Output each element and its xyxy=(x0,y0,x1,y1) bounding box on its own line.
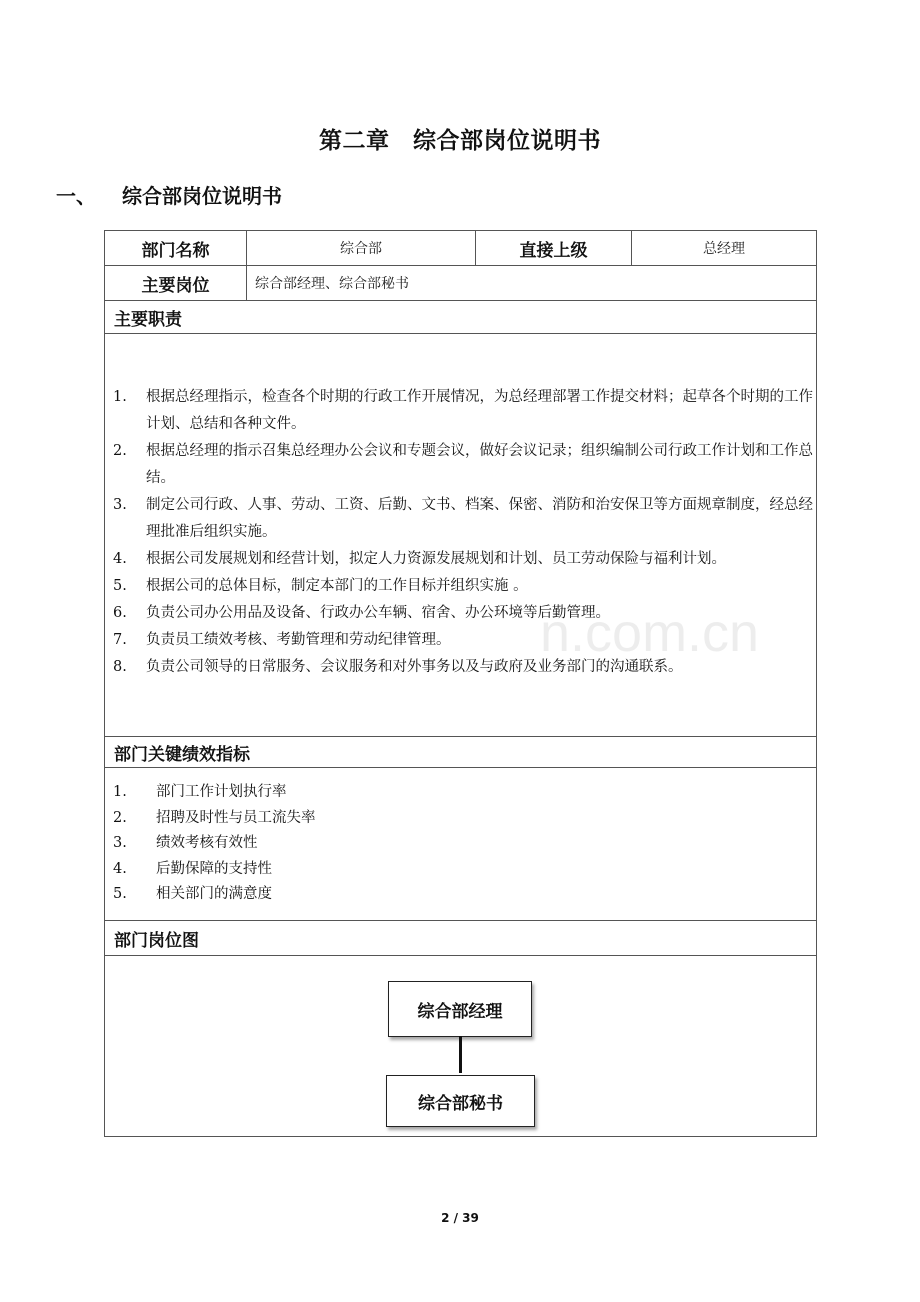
list-item-text: 负责员工绩效考核、考勤管理和劳动纪律管理。 xyxy=(146,632,451,648)
kpi-item xyxy=(113,806,816,832)
kpi-item xyxy=(113,780,816,806)
list-item-number: 2. xyxy=(113,443,127,459)
duties-list xyxy=(105,334,816,681)
superior-label: 直接上级 xyxy=(476,231,632,266)
org-connector-line xyxy=(459,1036,462,1073)
duties-cell xyxy=(105,334,817,737)
watermark: n.com.cn xyxy=(540,603,760,663)
list-item-text: 部门工作计划执行率 xyxy=(156,784,287,800)
kpi-cell xyxy=(105,768,817,921)
section-title: 综合部岗位说明书 xyxy=(122,184,282,208)
list-item-number: 6. xyxy=(113,605,127,621)
kpi-list xyxy=(105,768,816,908)
dept-name-label: 部门名称 xyxy=(105,231,247,266)
list-item-text: 招聘及时性与员工流失率 xyxy=(156,809,316,826)
job-description-table xyxy=(104,230,817,1137)
duty-item xyxy=(113,492,814,546)
list-item-text: 制定公司行政、人事、劳动、工资、后勤、文书、档案、保密、消防和治安保卫等方面规章制度，经总经理批准后组织实施。 xyxy=(146,497,813,540)
duty-item xyxy=(113,600,814,627)
org-chart xyxy=(105,956,816,1136)
kpi-header-row xyxy=(105,737,817,768)
duties-row xyxy=(105,334,817,737)
section-number: 一、 xyxy=(56,184,96,208)
list-item-text: 根据公司发展规划和经营计划，拟定人力资源发展规划和计划、员工劳动保险与福利计划。 xyxy=(146,551,726,567)
list-item-text: 根据总经理的指示召集总经理办公会议和专题会议，做好会议记录；组织编制公司行政工作计划和工作总结。 xyxy=(146,443,813,486)
dept-row xyxy=(105,231,817,266)
org-header: 部门岗位图 xyxy=(105,921,817,956)
duty-item xyxy=(113,627,814,654)
duty-item xyxy=(113,546,814,573)
list-item-number: 7. xyxy=(113,632,127,648)
duty-item xyxy=(113,654,814,681)
list-item-text: 负责公司办公用品及设备、行政办公车辆、宿舍、办公环境等后勤管理。 xyxy=(146,605,610,621)
list-item-number: 1. xyxy=(113,784,127,800)
list-item-text: 根据总经理指示，检查各个时期的行政工作开展情况，为总经理部署工作提交材料；起草各个时期的工作计划、总结和各种文件。 xyxy=(146,389,813,432)
dept-name-value: 综合部 xyxy=(247,231,476,266)
positions-row xyxy=(105,266,817,301)
list-item-text: 根据公司的总体目标，制定本部门的工作目标并组织实施 。 xyxy=(146,578,528,594)
org-header-row xyxy=(105,921,817,956)
superior-value: 总经理 xyxy=(632,231,817,266)
list-item-number: 3. xyxy=(113,835,127,851)
duty-item xyxy=(113,384,814,438)
list-item-number: 5. xyxy=(113,578,127,594)
list-item-text: 相关部门的满意度 xyxy=(156,886,272,902)
org-chart-cell xyxy=(105,956,817,1137)
kpi-row xyxy=(105,768,817,921)
page-number: 2 / 39 xyxy=(441,1211,479,1225)
kpi-header: 部门关键绩效指标 xyxy=(105,737,817,768)
kpi-item xyxy=(113,857,816,883)
kpi-item xyxy=(113,882,816,908)
positions-value: 综合部经理、综合部秘书 xyxy=(247,266,817,301)
list-item-text: 负责公司领导的日常服务、会议服务和对外事务以及与政府及业务部门的沟通联系。 xyxy=(146,659,683,675)
org-box-manager: 综合部经理 xyxy=(388,981,532,1037)
list-item-number: 4. xyxy=(113,551,127,567)
chapter-title: 第二章 综合部岗位说明书 xyxy=(319,128,601,154)
list-item-number: 3. xyxy=(113,497,127,513)
positions-label: 主要岗位 xyxy=(105,266,247,301)
list-item-text: 绩效考核有效性 xyxy=(156,835,258,851)
kpi-item xyxy=(113,831,816,857)
org-row xyxy=(105,956,817,1137)
list-item-number: 1. xyxy=(113,389,127,405)
org-box-secretary: 综合部秘书 xyxy=(386,1075,535,1127)
duty-item xyxy=(113,438,814,492)
list-item-number: 4. xyxy=(113,860,127,877)
duties-header: 主要职责 xyxy=(105,301,817,334)
section-heading xyxy=(56,180,282,209)
list-item-number: 2. xyxy=(113,809,127,826)
duties-header-row xyxy=(105,301,817,334)
list-item-number: 8. xyxy=(113,659,127,675)
duty-item xyxy=(113,573,814,600)
list-item-number: 5. xyxy=(113,886,127,902)
list-item-text: 后勤保障的支持性 xyxy=(156,860,272,877)
